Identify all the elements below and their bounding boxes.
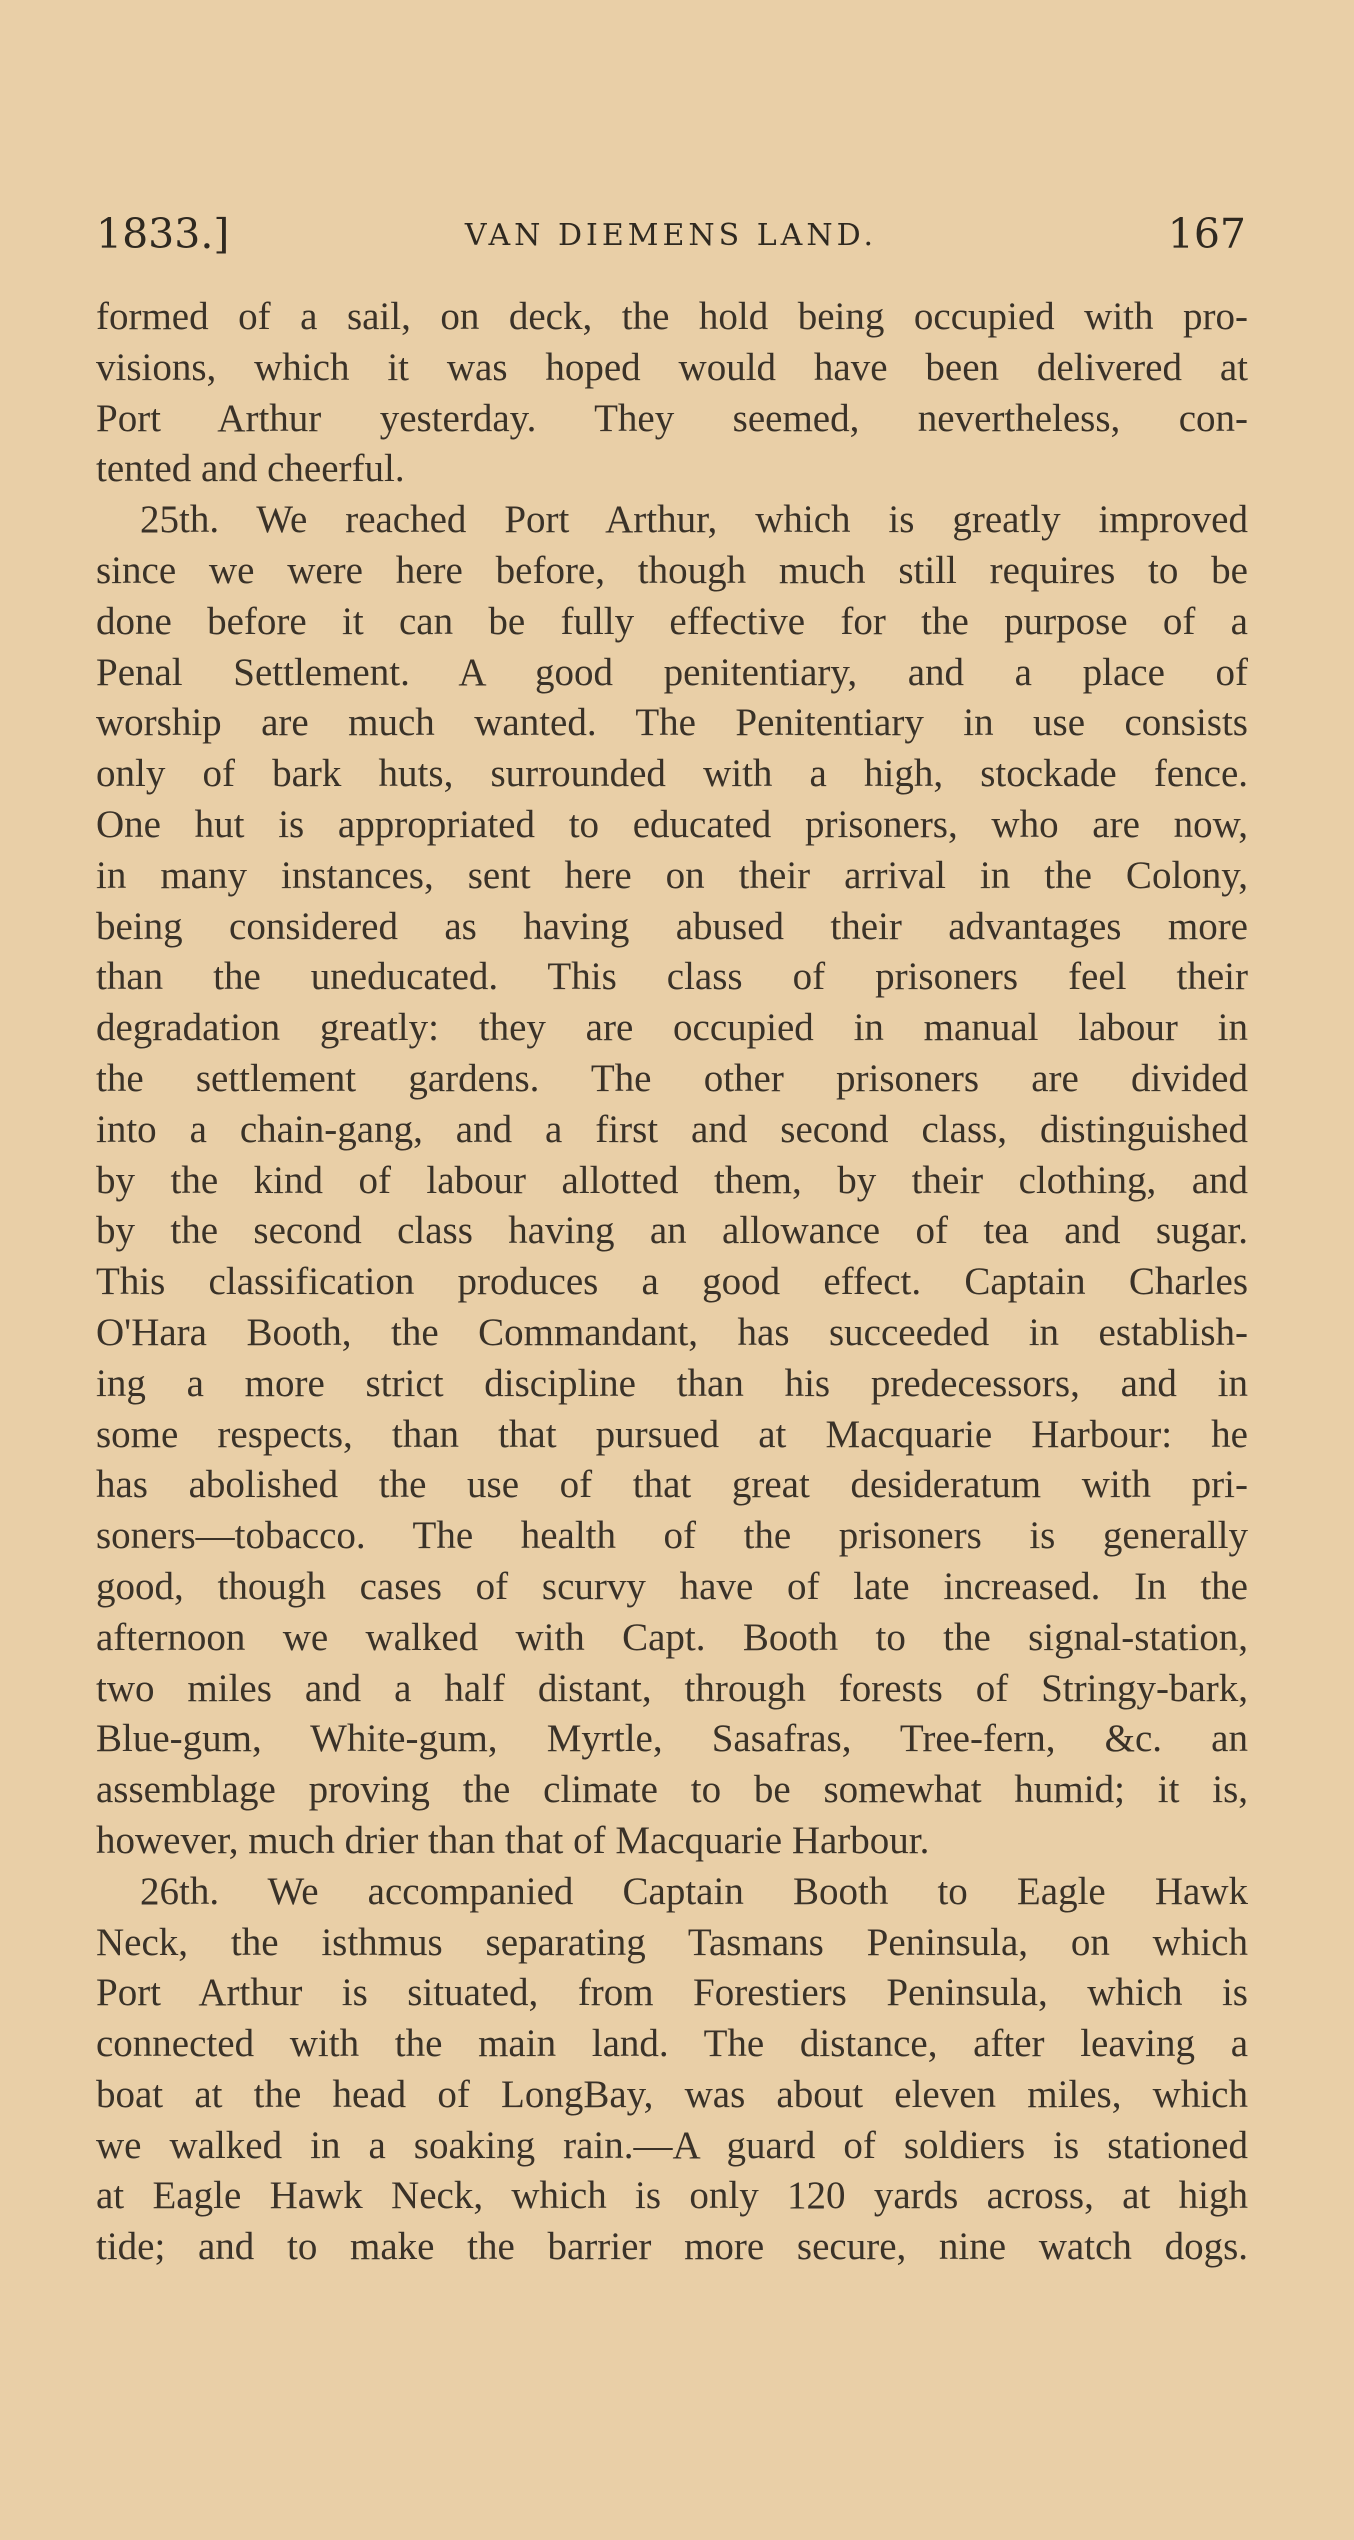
text-line: tented and cheerful. (96, 447, 405, 491)
text-line: the settlement gardens. The other prisoners are divided (96, 1056, 1248, 1100)
text-line: since we were here before, though much still requires to be (96, 548, 1248, 592)
running-header (96, 210, 1246, 270)
text-line: Neck, the isthmus separating Tasmans Peninsula, on which (96, 1920, 1248, 1964)
text-line: afternoon we walked with Capt. Booth to the signal-station, (96, 1615, 1248, 1659)
page-number: 167 (1167, 210, 1246, 258)
text-line: Port Arthur is situated, from Forestiers Peninsula, which is (96, 1971, 1248, 2015)
text-line: however, much drier than that of Macquarie Harbour. (96, 1818, 930, 1862)
text-line: worship are much wanted. The Penitentiary in use consists (96, 701, 1248, 745)
text-line: than the uneducated. This class of prisoners feel their (96, 955, 1248, 999)
text-line: Penal Settlement. A good penitentiary, and a place of (96, 650, 1248, 694)
text-line: tide; and to make the barrier more secure, nine watch dogs. (96, 2225, 1248, 2269)
text-line: at Eagle Hawk Neck, which is only 120 yards across, at high (96, 2174, 1248, 2218)
text-line: ing a more strict discipline than his predecessors, and in (96, 1361, 1248, 1405)
text-line: boat at the head of LongBay, was about eleven miles, which (96, 2072, 1248, 2116)
text-line: two miles and a half distant, through forests of Stringy-bark, (96, 1666, 1248, 1710)
text-line: connected with the main land. The distance, after leaving a (96, 2022, 1248, 2066)
text-line: done before it can be fully effective for the purpose of a (96, 599, 1248, 643)
text-line: This classification produces a good effect. Captain Charles (96, 1260, 1248, 1304)
text-line: being considered as having abused their advantages more (96, 904, 1248, 948)
text-line: Blue-gum, White-gum, Myrtle, Sasafras, Tree-fern, &c. an (96, 1717, 1248, 1761)
text-line: in many instances, sent here on their arrival in the Colony, (96, 853, 1248, 897)
text-line: by the kind of labour allotted them, by their clothing, and (96, 1158, 1248, 1202)
text-line: visions, which it was hoped would have been delivered at (96, 345, 1248, 389)
body-text (96, 292, 1248, 2273)
text-line: formed of a sail, on deck, the hold being occupied with pro- (96, 295, 1248, 338)
text-line: degradation greatly: they are occupied in manual labour in (96, 1006, 1248, 1050)
text-line: assemblage proving the climate to be somewhat humid; it is, (96, 1768, 1248, 1812)
text-line: O'Hara Booth, the Commandant, has succeeded in establish- (96, 1310, 1248, 1354)
text-line: some respects, than that pursued at Macquarie Harbour: he (96, 1412, 1248, 1456)
text-line: 26th. We accompanied Captain Booth to Eagle Hawk (140, 1869, 1248, 1913)
text-line: has abolished the use of that great desideratum with pri- (96, 1463, 1248, 1507)
text-line: 25th. We reached Port Arthur, which is greatly improved (140, 498, 1248, 542)
header-year: 1833.] (96, 210, 230, 258)
text-line: into a chain-gang, and a first and second class, distinguished (96, 1107, 1248, 1151)
text-line: good, though cases of scurvy have of late increased. In the (96, 1564, 1248, 1608)
text-line: only of bark huts, surrounded with a high, stockade fence. (96, 752, 1248, 796)
text-line: One hut is appropriated to educated prisoners, who are now, (96, 802, 1248, 846)
text-line: we walked in a soaking rain.—A guard of soldiers is stationed (96, 2123, 1248, 2167)
header-title: VAN DIEMENS LAND. (464, 218, 878, 253)
text-line: soners—tobacco. The health of the prisoners is generally (96, 1514, 1248, 1558)
text-line: Port Arthur yesterday. They seemed, nevertheless, con- (96, 396, 1248, 440)
text-line: by the second class having an allowance of tea and sugar. (96, 1209, 1248, 1253)
